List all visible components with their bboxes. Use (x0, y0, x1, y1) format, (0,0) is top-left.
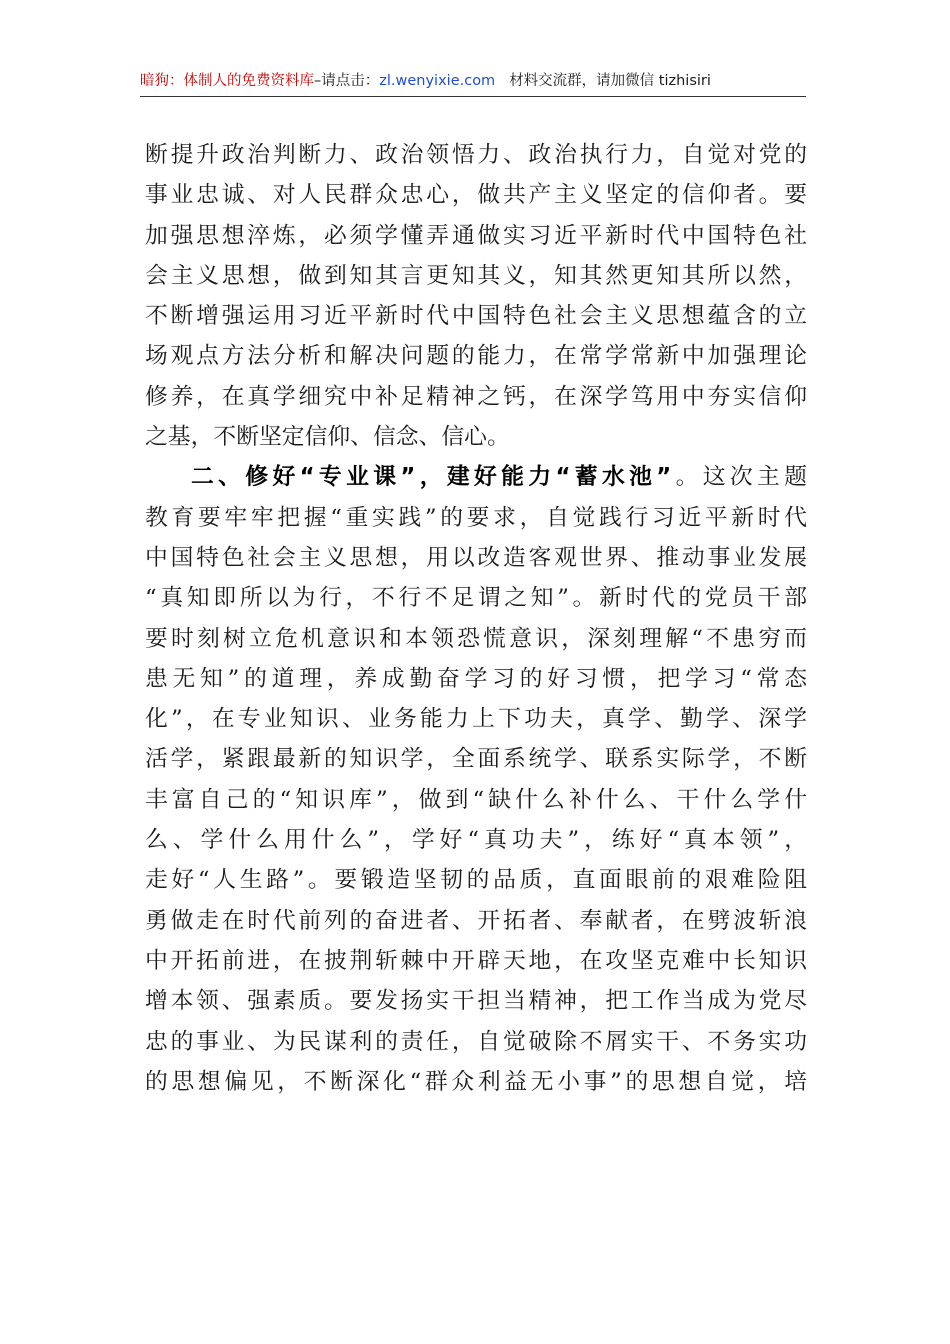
section-heading: 二、修好“专业课”，建好能力“蓄水池” (191, 464, 672, 491)
section-heading-line (145, 457, 807, 497)
body-line: 中国特色社会主义思想，用以改造客观世界、推动事业发展 (145, 544, 807, 571)
body-line: 之基，不断坚定信仰、信念、信心。 (145, 424, 510, 451)
body-line: 的思想偏见，不断深化“群众利益无小事”的思想自觉，培 (145, 1068, 807, 1095)
body-line: 加强思想淬炼，必须学懂弄通做实习近平新时代中国特色社 (145, 222, 807, 249)
body-line: 走好“人生路”。要锻造坚韧的品质，直面眼前的艰难险阻 (145, 867, 807, 894)
body-line: 不断增强运用习近平新时代中国特色社会主义思想蕴含的立 (145, 303, 807, 330)
header-separator: –请点击： (314, 73, 380, 89)
document-body (145, 135, 807, 1102)
header-contact: 材料交流群，请加微信 tizhisiri (509, 73, 711, 89)
header-brand: 暗狗：体制人的免费资料库 (140, 73, 314, 89)
body-line: 要时刻树立危机意识和本领恐慌意识，深刻理解“不患穷而 (145, 625, 807, 652)
body-line: 化”，在专业知识、业务能力上下功夫，真学、勤学、深学 (145, 706, 807, 733)
body-line: 修养，在真学细究中补足精神之钙，在深学笃用中夯实信仰 (145, 383, 807, 410)
body-line: “真知即所以为行，不行不足谓之知”。新时代的党员干部 (145, 585, 807, 612)
body-line: 患无知”的道理，养成勤奋学习的好习惯，把学习“常态 (145, 665, 807, 692)
body-line: 断提升政治判断力、政治领悟力、政治执行力，自觉对党的 (145, 142, 807, 168)
body-line: 中开拓前进，在披荆斩棘中开辟天地，在攻坚克难中长知识 (145, 947, 807, 974)
body-line: 增本领、强素质。要发扬实干担当精神，把工作当成为党尽 (145, 988, 807, 1015)
body-line: 勇做走在时代前列的奋进者、开拓者、奉献者，在劈波斩浪 (145, 907, 807, 934)
body-line: 丰富自己的“知识库”，做到“缺什么补什么、干什么学什 (145, 786, 807, 813)
body-line: 么、学什么用什么”，学好“真功夫”，练好“真本领”， (145, 827, 807, 854)
body-line: 场观点方法分析和解决问题的能力，在常学常新中加强理论 (145, 343, 807, 370)
body-line: 教育要牢牢把握“重实践”的要求，自觉践行习近平新时代 (145, 504, 807, 531)
page-header (140, 70, 806, 97)
body-line: 会主义思想，做到知其言更知其义，知其然更知其所以然， (145, 262, 807, 289)
body-line: 忠的事业、为民谋利的责任，自觉破除不屑实干、不务实功 (145, 1028, 807, 1055)
header-link[interactable]: zl.wenyixie.com (379, 73, 496, 89)
heading-line-rest: 。这次主题 (671, 464, 807, 491)
body-line: 活学，紧跟最新的知识学，全面系统学、联系实际学，不断 (145, 746, 807, 773)
body-line: 事业忠诚、对人民群众忠心，做共产主义坚定的信仰者。要 (145, 182, 807, 209)
